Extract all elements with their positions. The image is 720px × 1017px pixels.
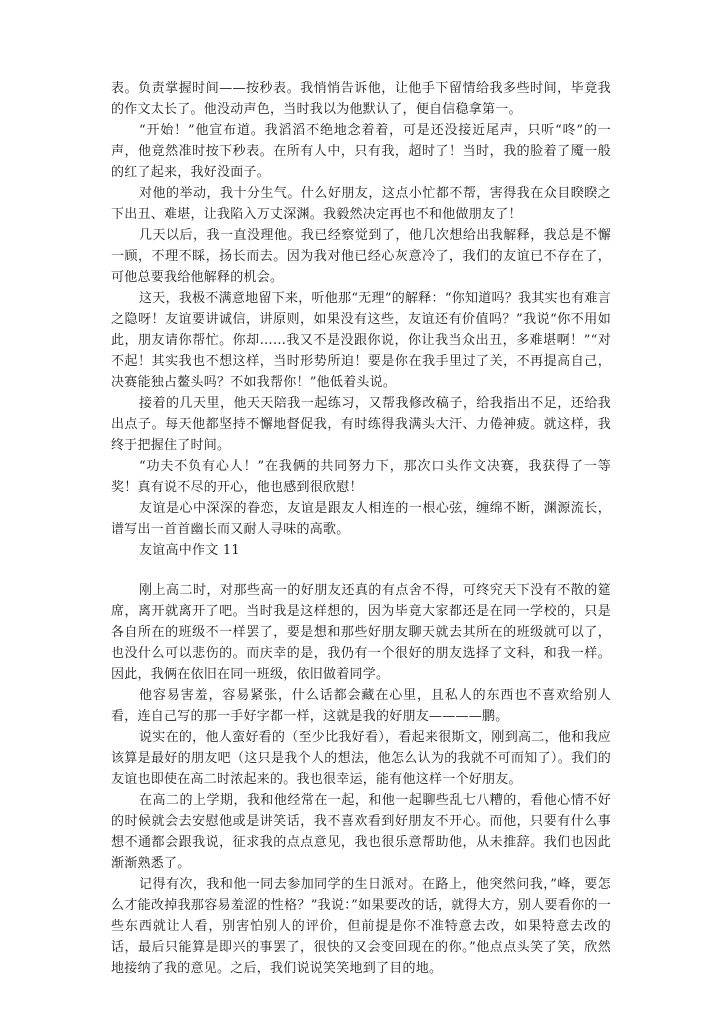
paragraph: “开始！”他宣布道。我滔滔不绝地念着着，可是还没接近尾声，只听“咚”的一声，他竟然准时按下秒表。在所有人中，只有我，超时了！当时，我的脸着了魇一般的红了起来，我好没面子。 <box>111 123 611 180</box>
paragraph: 对他的举动，我十分生气。什么好朋友，这点小忙都不帮，害得我在众目睽睽之下出丑、难堪，让我陷入万丈深渊。我毅然决定再也不和他做朋友了！ <box>111 186 611 222</box>
paragraph: 这天，我极不满意地留下来，听他那“无理”的解释：“你知道吗？我其实也有难言之隐呀！友谊要讲诚信，讲原则，如果没有这些，友谊还有价值吗？”我说“你不用如此，朋友请你帮忙。你却……我又不是没跟你说，你让我当众出丑，多难堪啊！”“对不起！其实我也不想这样，当时形势所迫！要是你在我手里过了关，不再提高自己，决赛能独占鳌头吗？不如我帮你！”他低着头说。 <box>111 291 611 390</box>
paragraph: 记得有次，我和他一同去参加同学的生日派对。在路上，他突然问我，”峰，要怎么才能改掉我那容易羞涩的性格？”我说：”如果要改的话，就得大方，别人要看你的一些东西就让人看，别害怕别人的评价，但前提是你不准特意去改，如果特意去改的话，最后只能算是即兴的事罢了，很快的又会变回现在的你。”他点点头笑了笑，欣然地接纳了我的意见。之后，我们说说笑笑地到了目的地。 <box>111 877 611 976</box>
paragraph: “功夫不负有心人！”在我俩的共同努力下，那次口头作文决赛，我获得了一等奖！真有说不尽的开心，他也感到很欣慰！ <box>111 459 611 495</box>
section-gap <box>111 561 611 580</box>
paragraph: 刚上高二时，对那些高一的好朋友还真的有点舍不得，可终究天下没有不散的筵席，离开就离开了吧。当时我是这样想的，因为毕竟大家都还是在同一学校的，只是各自所在的班级不一样罢了，要是想和那些好朋友聊天就去其所在的班级就可以了，也没什么可以悲伤的。而庆幸的是，我仍有一个很好的朋友选择了文科，和我一样。因此，我俩在依旧在同一班级，依旧做着同学。 <box>111 583 611 682</box>
paragraph: 友谊是心中深深的眷恋，友谊是跟友人相连的一根心弦，缠绵不断，渊源流长，谱写出一首首幽长而又耐人寻味的高歌。 <box>111 501 611 537</box>
paragraph: 他容易害羞，容易紧张，什么话都会藏在心里，且私人的东西也不喜欢给别人看，连自己写的那一手好字都一样，这就是我的好朋友————鹏。 <box>111 688 611 724</box>
paragraph: 表。负责掌握时间——按秒表。我悄悄告诉他，让他手下留情给我多些时间，毕竟我的作文太长了。他没动声色，当时我以为他默认了，便自信稳拿第一。 <box>111 81 611 117</box>
paragraph: 说实在的，他人蛮好看的（至少比我好看），看起来很斯文，刚到高二，他和我应该算是最好的朋友吧（这只是我个人的想法，他怎么认为的我就不可而知了）。我们的友谊也即使在高二时浓起来的。我也很幸运，能有他这样一个好朋友。 <box>111 730 611 787</box>
paragraph: 接着的几天里，他天天陪我一起练习，又帮我修改稿子，给我指出不足，还给我出点子。每天他都坚持不懈地督促我，有时练得我满头大汗、力倦神疲。就这样，我终于把握住了时间。 <box>111 396 611 453</box>
paragraph: 几天以后，我一直没理他。我已经察觉到了，他几次想给出我解释，我总是不懈一顾，不理不睬，扬长而去。因为我对他已经心灰意冷了，我们的友谊已不存在了，可他总要我给他解释的机会。 <box>111 228 611 285</box>
paragraph: 在高二的上学期，我和他经常在一起，和他一起聊些乱七八糟的，看他心情不好的时候就会去安慰他或是讲笑话，我不喜欢看到好朋友不开心。而他，只要有什么事想不通都会跟我说，征求我的点点意见，我也很乐意帮助他，从未推辞。我们也因此渐渐熟悉了。 <box>111 793 611 871</box>
section-heading: 友谊高中作文 11 <box>139 543 240 558</box>
document-page <box>111 78 611 979</box>
